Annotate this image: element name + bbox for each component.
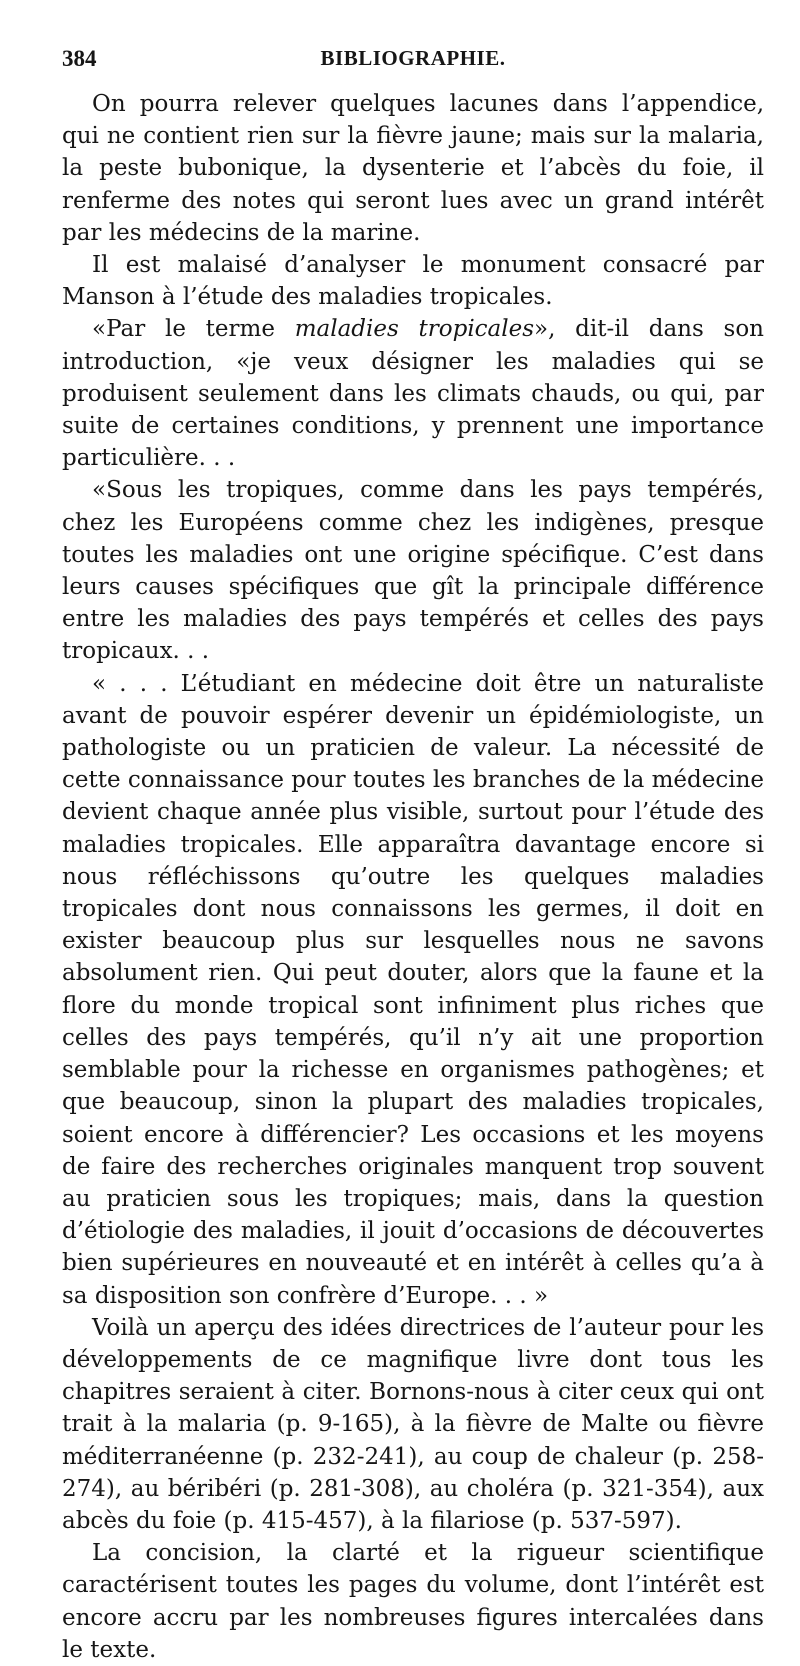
page-header (62, 46, 764, 82)
paragraph-chapters: Voilà un aperçu des idées directrices de l’auteur pour les développements de ce magnifique livre dont tous les chapitres seraient à citer. Bornons-nous à citer ceux qui ont trait à la malaria (p. 9-165), à la fièvre de Malte ou fièvre méditerranéenne (p. 232-241), au coup de chaleur (p. 258-274), au béribéri (p. 281-308), au choléra (p. 321-354), aux abcès du foie (p. 415-457), à la filariose (p. 537-597). (62, 1314, 764, 1534)
paragraph-quote-tropics: «Sous les tropiques, comme dans les pays tempérés, chez les Européens comme chez les indigènes, presque toutes les maladies ont une origine spécifique. C’est dans leurs causes spécifiques que gît la principale différence entre les maladies des pays tempérés et celles des pays tropicaux. . . (62, 477, 764, 665)
quote-definition-end: », dit-il dans son introduction, «je veux désigner les maladies qui se produisent seulement dans les climats chauds, ou qui, par suite de certaines conditions, y prennent une importance particulière. . . (62, 316, 764, 472)
page-number: 384 (62, 46, 97, 71)
paragraph-quote-student: « . . . L’étudiant en médecine doit être un naturaliste avant de pouvoir espérer devenir un épidémiologiste, un pathologiste ou un praticien de valeur. La nécessité de cette connaissance pour toutes les branches de la médecine devient chaque année plus visible, surtout pour l’étude des maladies tropicales. Elle apparaîtra davantage encore si nous réfléchissons qu’outre les quelques maladies tropicales dont nous connaissons les germes, il doit en exister beaucoup plus sur lesquelles nous ne savons absolument rien. Qui peut douter, alors que la faune et la flore du monde tropical sont infiniment plus riches que celles des pays tempérés, qu’il n’y ait une proportion semblable pour la richesse en organismes pathogènes; et que beaucoup, sinon la plupart des maladies tropicales, soient encore à différencier? Les occasions et les moyens de faire des recherches originales manquent trop souvent au praticien sous les tropiques; mais, dans la question d’étiologie des maladies, il jouit d’occasions de découvertes bien supérieures en nouveauté et en intérêt à celles qu’a à sa disposition son confrère d’Europe. . . » (62, 670, 765, 1309)
paragraph-quote-definition (62, 313, 764, 474)
paragraph-manson-monument: Il est malaisé d’analyser le monument consacré par Manson à l’étude des maladies tropicales. (62, 252, 764, 311)
quote-definition-start: «Par le terme (92, 316, 295, 343)
book-page (62, 46, 764, 1666)
running-title: BIBLIOGRAPHIE. (320, 46, 506, 70)
paragraph-conclusion: La concision, la clarté et la rigueur scientifique caractérisent toutes les pages du volume, dont l’intérêt est encore accru par les nombreuses figures intercalées dans le texte. (62, 1540, 764, 1663)
body-text (62, 88, 764, 1666)
italic-term: maladies tropicales (294, 316, 535, 343)
paragraph-appendix: On pourra relever quelques lacunes dans l’appendice, qui ne contient rien sur la fièvre jaune; mais sur la malaria, la peste bubonique, la dysenterie et l’abcès du foie, il renferme des notes qui seront lues avec un grand intérêt par les médecins de la marine. (62, 91, 764, 246)
